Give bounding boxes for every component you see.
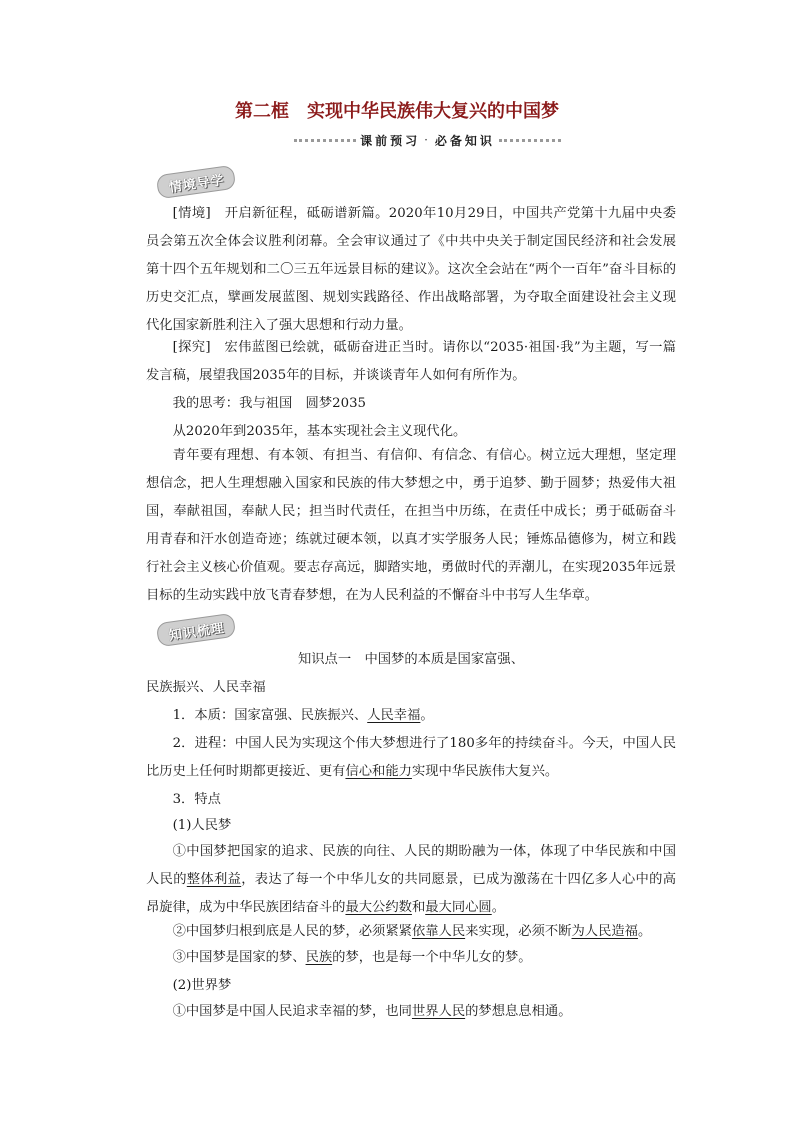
subheader-right-label: 必备知识 bbox=[434, 133, 495, 148]
knowledge-item-2 bbox=[146, 730, 676, 786]
text: 2．进程：中国人民为实现这个伟大梦想进行了180多年的持续奋斗。今天，中国人民比历史上任何时期都更接近、更有 bbox=[146, 736, 676, 779]
subsection-people-dream: (1)人民梦 bbox=[172, 818, 232, 833]
situation-label: [情境] bbox=[172, 206, 211, 221]
thinking-line-2: 从2020年到2035年，基本实现社会主义现代化。 bbox=[172, 424, 467, 439]
situation-text: 开启新征程，砥砺谱新篇。2020年10月29日，中国共产党第十九届中央委员会第五次全体会议胜利闭幕。全会审议通过了《中共中央关于制定国民经济和社会发展第十四个五年规划和二〇三五年远景目标的建议》。这次全会站在“两个一百年”奋斗目标的历史交汇点，擘画发展蓝图、规划实践路径、作出战略部署，为夺取全面建设社会主义现代化国家新胜利注入了强大思想和行动力量。 bbox=[146, 206, 676, 333]
text: ①中国梦把国家的追求、民族的向往、人民的期盼融为一体，体现了中华民族和中国人民的 bbox=[146, 844, 676, 887]
underlined-key-term: 为人民造福 bbox=[571, 924, 638, 939]
underlined-key-term: 依靠人民 bbox=[411, 924, 466, 939]
knowledge-sorting-tag bbox=[156, 613, 237, 648]
text: 和 bbox=[411, 900, 426, 915]
text: 。 bbox=[491, 900, 506, 915]
text: ①中国梦是中国人民追求幸福的梦，也同 bbox=[172, 1004, 412, 1019]
underlined-key-term: 民族 bbox=[305, 950, 333, 965]
underlined-key-term: 最大同心圆 bbox=[425, 900, 492, 915]
situation-paragraph bbox=[146, 200, 676, 340]
underlined-key-term: 信心和能力 bbox=[345, 764, 412, 779]
tag-char: 学 bbox=[209, 172, 225, 190]
text: 。 bbox=[420, 708, 434, 723]
subheader-separator: · bbox=[424, 133, 431, 147]
knowledge-item-1 bbox=[146, 702, 676, 730]
text: 的梦想息息相通。 bbox=[465, 1004, 572, 1019]
text: ，表达了每一个中华儿女的共同愿景，已成为激荡在十四亿多人心中的高昂旋律，成为中华民族团结奋斗的 bbox=[146, 872, 677, 915]
subheader-left-label: 课前预习 bbox=[360, 133, 421, 148]
left-dotted-rule bbox=[294, 139, 356, 142]
text: 来实现，必须不断 bbox=[465, 924, 572, 939]
tag-char: 情 bbox=[167, 178, 183, 196]
thinking-paragraph: 青年要有理想、有本领、有担当、有信仰、有信念、有信心。树立远大理想，坚定理想信念，把人生理想融入国家和民族的伟大梦想之中，勇于追梦、勤于圆梦；热爱伟大祖国，奉献祖国，奉献人民；担当时代责任，在担当中历练，在责任中成长；勇于砥砺奋斗用青春和汗水创造奇迹；练就过硬本领，以真才实学服务人民；锤炼品德修为，树立和践行社会主义核心价值观。要志存高远，脚踏实地，勇做时代的弄潮儿，在实现2035年远景目标的生动实践中放飞青春梦想，在为人民利益的不懈奋斗中书写人生华章。 bbox=[146, 448, 676, 603]
tag-char: 境 bbox=[181, 176, 197, 194]
thinking-line-1: 我的思考：我与祖国 圆梦2035 bbox=[172, 396, 366, 411]
section-subheader bbox=[290, 131, 565, 149]
world-dream-point-1 bbox=[146, 998, 676, 1026]
text: 的梦，也是每一个中华儿女的梦。 bbox=[332, 950, 532, 965]
page-title: 第二框 实现中华民族伟大复兴的中国梦 bbox=[235, 101, 559, 122]
text: ②中国梦归根到底是人民的梦，必须紧紧 bbox=[172, 924, 412, 939]
subsection-world-dream: (2)世界梦 bbox=[172, 978, 232, 993]
text: 。 bbox=[637, 924, 652, 939]
tag-char: 梳 bbox=[195, 622, 211, 640]
right-dotted-rule bbox=[499, 139, 561, 142]
underlined-key-term: 最大公约数 bbox=[345, 900, 412, 915]
explore-paragraph bbox=[146, 334, 676, 390]
people-dream-point-2 bbox=[146, 918, 676, 946]
tag-char: 知 bbox=[167, 626, 183, 644]
text: 实现中华民族伟大复兴。 bbox=[411, 764, 559, 779]
text: ③中国梦是国家的梦、 bbox=[172, 950, 306, 965]
people-dream-point-3 bbox=[146, 944, 676, 972]
explore-text: 宏伟蓝图已绘就，砥砺奋进正当时。请你以“2035·祖国·我”为主题，写一篇发言稿，展望我国2035年的目标，并谈谈青年人如何有所作为。 bbox=[146, 340, 677, 383]
tag-char: 导 bbox=[195, 174, 211, 192]
underlined-key-term: 人民幸福 bbox=[367, 708, 421, 723]
underlined-key-term: 整体利益 bbox=[186, 872, 242, 887]
tag-char: 识 bbox=[181, 624, 197, 642]
underlined-key-term: 世界人民 bbox=[411, 1004, 466, 1019]
people-dream-point-1 bbox=[146, 838, 676, 922]
situation-guide-tag bbox=[156, 165, 237, 200]
knowledge-item-3: 3．特点 bbox=[172, 792, 221, 807]
explore-label: [探究] bbox=[172, 340, 211, 355]
knowledge-heading-line-2: 民族振兴、人民幸福 bbox=[146, 680, 266, 695]
text: 1．本质：国家富强、民族振兴、 bbox=[172, 708, 368, 723]
knowledge-heading-line-1: 知识点一 中国梦的本质是国家富强、 bbox=[297, 652, 525, 667]
tag-char: 理 bbox=[209, 620, 225, 638]
